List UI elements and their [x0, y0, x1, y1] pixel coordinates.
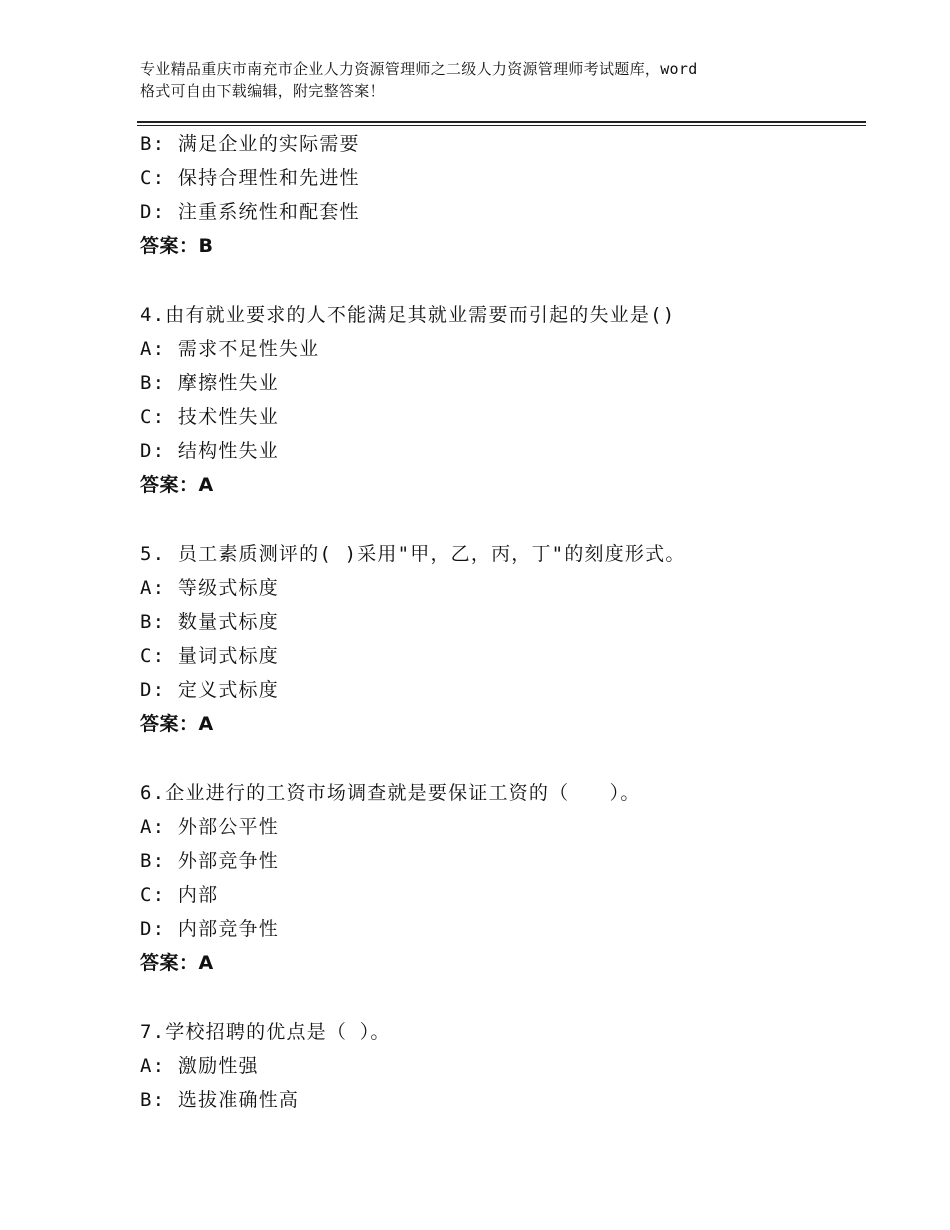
answer: 答案：B [140, 235, 214, 257]
option-b: B: 数量式标度 [140, 611, 279, 633]
question-list [140, 127, 860, 1117]
option-d: D: 内部竞争性 [140, 918, 279, 940]
option-a: A: 需求不足性失业 [140, 338, 320, 360]
question-text: 4.由有就业要求的人不能满足其就业需要而引起的失业是() [140, 304, 676, 326]
option-b: B: 满足企业的实际需要 [140, 133, 360, 155]
option-a: A: 等级式标度 [140, 577, 279, 599]
page-header [140, 58, 830, 102]
question-3 [140, 127, 860, 263]
option-d: D: 注重系统性和配套性 [140, 201, 360, 223]
question-text: 7.学校招聘的优点是（ ）。 [140, 1021, 391, 1043]
option-b: B: 摩擦性失业 [140, 372, 279, 394]
option-b: B: 选拔准确性高 [140, 1089, 300, 1111]
question-4 [140, 298, 860, 502]
header-rule-thin [137, 125, 866, 126]
answer: 答案：A [140, 952, 214, 974]
option-c: C: 保持合理性和先进性 [140, 167, 360, 189]
option-c: C: 内部 [140, 884, 219, 906]
option-c: C: 量词式标度 [140, 645, 279, 667]
header-line-2: 格式可自由下载编辑，附完整答案！ [140, 82, 385, 100]
question-text: 6.企业进行的工资市场调查就是要保证工资的（ ）。 [140, 782, 641, 804]
answer: 答案：A [140, 713, 214, 735]
answer: 答案：A [140, 474, 214, 496]
option-c: C: 技术性失业 [140, 406, 279, 428]
question-7 [140, 1015, 860, 1117]
option-a: A: 激励性强 [140, 1055, 259, 1077]
question-6 [140, 776, 860, 980]
option-a: A: 外部公平性 [140, 816, 279, 838]
option-d: D: 结构性失业 [140, 440, 279, 462]
question-5 [140, 537, 860, 741]
option-d: D: 定义式标度 [140, 679, 279, 701]
option-b: B: 外部竞争性 [140, 850, 279, 872]
question-text: 5. 员工素质测评的( )采用"甲，乙，丙，丁"的刻度形式。 [140, 543, 686, 565]
header-rule-thick [137, 121, 866, 123]
header-line-1: 专业精品重庆市南充市企业人力资源管理师之二级人力资源管理师考试题库，word [140, 60, 698, 78]
